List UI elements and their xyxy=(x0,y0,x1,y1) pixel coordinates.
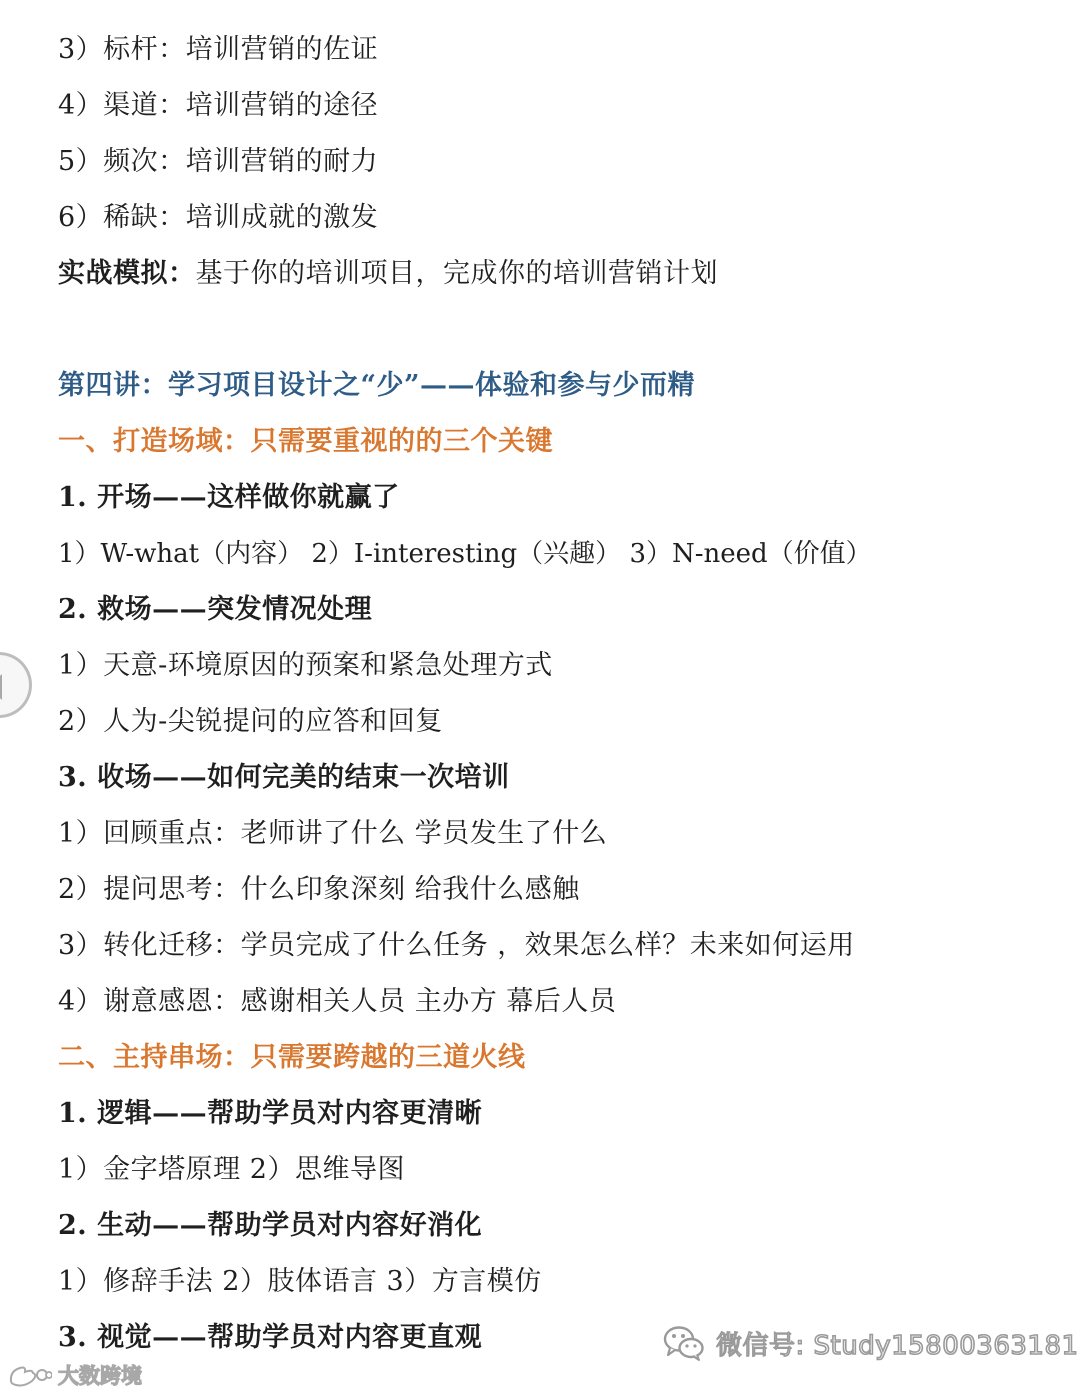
list-item: 3）标杆：培训营销的佐证 xyxy=(58,34,379,65)
list-item: 1）W-what（内容） 2）I-interesting（兴趣） 3）N-need（价值） xyxy=(58,539,872,569)
prev-page-button[interactable] xyxy=(0,652,32,718)
list-item: 2）提问思考：什么印象深刻 给我什么感触 xyxy=(58,874,580,905)
subsection-heading: 3. 视觉——帮助学员对内容更直观 xyxy=(58,1322,483,1353)
subsection-heading: 3. 收场——如何完美的结束一次培训 xyxy=(58,762,510,793)
list-item: 4）渠道：培训营销的途径 xyxy=(58,90,379,121)
subsection-heading: 2. 救场——突发情况处理 xyxy=(58,594,373,625)
list-item: 2）人为-尖锐提问的应答和回复 xyxy=(58,706,443,737)
lecture-title: 第四讲：学习项目设计之“少”——体验和参与少而精 xyxy=(58,370,696,401)
list-item: 1）天意-环境原因的预案和紧急处理方式 xyxy=(58,650,553,681)
practice-text: 基于你的培训项目，完成你的培训营销计划 xyxy=(195,258,718,289)
chevron-left-icon xyxy=(0,674,2,700)
section-title: 二、主持串场：只需要跨越的三道火线 xyxy=(58,1042,526,1073)
wechat-watermark xyxy=(662,1320,1079,1366)
brand-watermark xyxy=(8,1359,142,1391)
practice-line xyxy=(58,254,718,294)
section-title: 一、打造场域：只需要重视的的三个关键 xyxy=(58,426,553,457)
list-item: 6）稀缺：培训成就的激发 xyxy=(58,202,379,233)
subsection-heading: 1. 逻辑——帮助学员对内容更清晰 xyxy=(58,1098,483,1129)
list-item: 1）回顾重点：老师讲了什么 学员发生了什么 xyxy=(58,818,608,849)
weibo-logo-icon xyxy=(8,1361,52,1389)
subsection-heading: 2. 生动——帮助学员对内容好消化 xyxy=(58,1210,483,1241)
list-item: 4）谢意感恩：感谢相关人员 主办方 幕后人员 xyxy=(58,986,617,1017)
wechat-logo-icon xyxy=(662,1323,706,1363)
practice-label: 实战模拟： xyxy=(58,258,196,289)
list-item: 1）修辞手法 2）肢体语言 3）方言模仿 xyxy=(58,1266,542,1297)
list-item: 5）频次：培训营销的耐力 xyxy=(58,146,379,177)
wechat-id-text: 微信号: Study15800363181 xyxy=(716,1330,1079,1361)
list-item: 1）金字塔原理 2）思维导图 xyxy=(58,1154,405,1185)
subsection-heading: 1. 开场——这样做你就赢了 xyxy=(58,482,400,513)
list-item: 3）转化迁移：学员完成了什么任务 ，效果怎么样？未来如何运用 xyxy=(58,930,855,961)
brand-watermark-text: 大数跨境 xyxy=(58,1364,142,1388)
